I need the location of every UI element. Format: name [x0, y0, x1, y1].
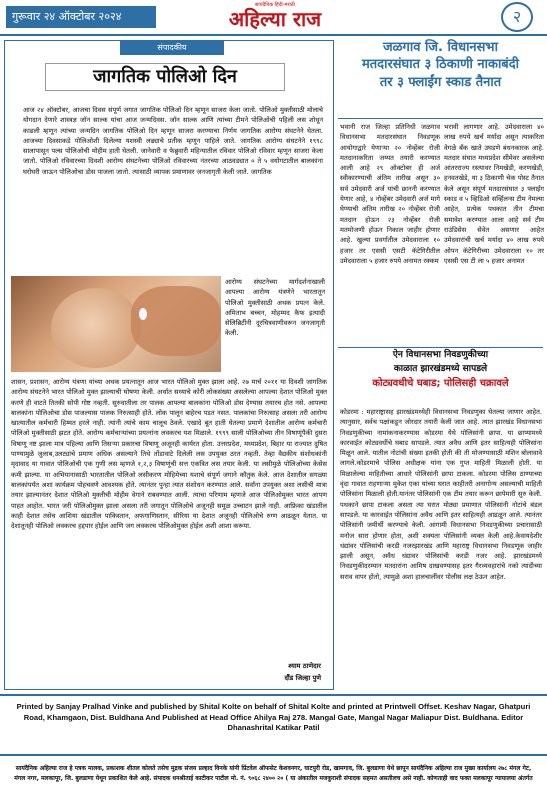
- hand-shape: [131, 286, 221, 356]
- editorial-body: शासन, प्रशासन, आरोग्य यंत्रणा यांच्या अथक प्रयत्नातून आज भारत पोलिओ मुक्त झाला आहे. २७ मार्च २०११ या दिवशी जागतिक आरोग्य संघटनेने भारत पोलिओ मुक्त झाल्याची घोषणा केली. अर्थात सध्याचे कोरी लोकसंख्या असलेल्या आपल्या देशात पोलिओ मुक्त करणे ही वाटते तितकी सोपी गोष्ट नव्हती. सुरुवातीला तर पालक आपल्या बालकांना पोलिओ डोस देण्यास तयारच होत नसे. आपल्या बालकांना पोलिओचा डोस पाजल्यास पालक निरुत्साही होते. लोक पालून बाहेरच पडत नसत. पालकांचा निरुत्साह असला तरी आरोग्य खात्यातील कर्मचारी हिम्मत हरले नाही. त्यांनी त्यांचे काम चालूच ठेवले. एखादे बूत हाती घेतल्या प्रमाणे देशातील आरोग्य कर्मचारी पोलिओ मुक्तीसाठी झटत होते. आरोग्य कर्मचाऱ्यांच्या प्रयत्नांना लवकरच यश मिळाले. १९९९ साली पोलिओच्या तीन विषाणूंपैकी दुसरा विषाणू नष्ट झाला मात्र पहिल्या आणि तिसऱ्या प्रकारचा विषाणू अजूनही कार्यरत होता. उत्तरप्रदेश, मध्यप्रदेश, बिहार या राज्यात दुषित पाण्यामुळे जुलाब,उलट्यांचे प्रमाण अधिक असल्याने तिथे तोंडावाटे दिलेली लस उपयुक्त ठरत नव्हती. तेव्हा वैद्यकीय संशोधकांनी मृदावाद या गावात पोलिओची एक गुणी लस म्हणजे १,२,३ विषाणूंची सत्त एकत्रित लस तयार केली. या लसीमुळे पोलिओच्या केसेस कमी झाल्या. या अभियानासाठी भारतातील पोलिओ लसीकरण मोहिमेच्या यशाचे संपूर्ण जगाने कौतुक केले. आज देशातील सगळ्या बालकांपर्यंत अशा कार्यक्रम पोहचवणे आवश्यक होते. त्यानंतर पुन्हा त्यात संशोधन करण्यात आले. सर्वांना उपयुक्त अशा लसीची मात्रा तयार झाल्यानंतर देशात पोलिओ मुक्तीची मोहीम वेगाने राबवण्यात आली. त्याचा परिणाम म्हणजे आज पोलिओमुक्त भारत आपण पाहत आहोत. भारत जरी पोलिओमुक्त झाला असला तरी जगातून पोलिओचे अजूनही समूळ उच्चाटन झाले नाही. आफ्रिका खंडातील काही देशात तसेच आशिया खंडातील पाकिस्तान, अफगाणिस्तान, सीरिया या देशात अजूनही पोलिओचे रुग्ण आढळून येतात. या देशातूनही पोलिओ लवकरच हद्दपार होईल आणि जग लवकरच पोलिओमुक्त होईल अशी आशा करूया.: [11, 378, 327, 531]
- news1-headline-line3: तर ३ फ्लाईंग स्काड तैनात: [379, 75, 502, 90]
- logo-name: अहिल्या राज: [228, 7, 322, 31]
- imprint-text: Printed by Sanjay Pralhad Vinke and published by Shital Kolte on behalf of Shital Kolte and printed at Printwell Offset. Keshav Nagar, Ghatpuri Road, Khamgaon, Dist. Buldhana And Published at Head Office Ahilya Raj 278. Mangal Gate, Mangal Nagar Maliapur Dist. Buldhana. Editor Dhanashrital Katikar Patil: [16, 702, 531, 732]
- masthead: [0, 0, 547, 34]
- english-imprint: [0, 694, 547, 756]
- editorial-title: जागतिक पोलिओ दिन: [45, 63, 285, 91]
- author-place: दौंड जिल्हा पुणे: [284, 674, 321, 682]
- vaccine-drop: [139, 308, 147, 320]
- polio-drops-photo: [11, 276, 221, 372]
- issue-date: गुरूवार २४ ऑक्टोबर २०२४: [6, 6, 156, 28]
- news1-headline: [338, 40, 543, 118]
- newspaper-logo: [195, 2, 355, 32]
- editorial-box: [4, 40, 334, 690]
- news1-column-1: भवानी राज जिल्हा प्रतिनिधी जळगाव विधानसभा मतदारसंघात निवडणूक आयोगाद्वारे येणाऱ्या २० नोव्हेंबर रोजी मतदानाकरिता जय्यत तयारी करण्यात आली आहे २९ ऑक्टोबर ही अर्ज स्वीकारण्याची अंतिम तारीख असून ३० सर्व उमेदवारी अर्ज यांची छाननी करण्यात येणार आहे, ४ नोव्हेंबर उमेदवारी अर्ज मागे घेण्याची अंतिम तारीख २० नोव्हेंबर रोजी मतदान होऊन २३ नोव्हेंबर रोजी मतमोजणी होऊन निकाल जाहीर होणार आहे. खुल्या प्रवर्गातील उमेदवाराला १० हजार तर एससी एसटी कॅटेगिरीतील उमेदवाराला ५ हजार रुपये अनामत रक्कम: [340, 123, 440, 265]
- section-label: संपादकीय: [120, 41, 224, 55]
- news2-kicker-line2: काळात झारखंडमध्ये सापडले: [393, 364, 488, 374]
- news1-headline-line1: जळगाव जि. विधानसभा: [383, 40, 498, 55]
- page-number: २: [501, 2, 533, 32]
- news1-column-2: भरावी लागणार आहे. उमेदवाराला ४० लाख रुपये खर्च मर्यादा असून त्याकरिता वेगळे बँक खाते उघडणे बंधनकारक आहे. मतदार संघात मध्यप्रदेश सीमेवर असलेल्या आंतरराज्य रस्त्यावर निमखेडी, करणखेडी, हनवतखेडे, या ३ ठिकाणी चेक पोस्ट तैनात केले असून संपूर्ण मतदारसंघात ३ फ्लाईंग स्काड व ५ व्हिडिओ सर्व्हिलन्स टीम नेमल्या आहेत, प्रत्येक पथकात तीन टीमचा समावेश करण्यात आला आहे सर्व टीम राउंडिसेस सेवेत असणार आहेत उमेदवारांची खर्च मर्यादा ४० लाख रुपये ओपन कॅटेगिरीच्या उमेदवाराला १० तर एससी एस टी ला ५ हजार अनामत: [444, 123, 544, 265]
- editorial-intro: आज २४ ऑक्टोबर, आजचा दिवस संपूर्ण जगात जागतिक पोलिओ दिन म्हणून साजरा केला जातो. पोलिओ मुक्तीसाठी मोलाचे योगदान देणारे शास्त्रज्ञ जॉन साल्क यांचा आज जन्मदिवस. जॉन साल्क आणि त्यांच्या टीमने पोलिओची पहिली लस शोधून काढली म्हणून त्यांच्या जन्मदिन जागतिक पोलिओ दिन म्हणून साजरा करण्याचा निर्णय जागतिक आरोग्य संघटनेने घेतला. आजच्या दिवसाकडे पोलिओशी दिलेल्या यशस्वी लढ्याचे प्रतीक म्हणून पाहिले जाते. जागतिक आरोग्य संघटनेने १९९८ सालापासून पल्स पोलिओची मोहीम हाती घेतली. जानेवारी व फेब्रुवारी महिन्यातील रविवार पोलिओ रविवार म्हणून साजरा केला जातो. पोलिओ रविवारच्या दिवशी आरोग्य संघटनेच्या पोलिओ रविवारच्या नंतरच्या आठवड्यात ० ते ५ वयोगटातील बालकांना घरोघरी जाऊन पोलिओचा डोस पाजला जातो. त्यासाठी व्यापक प्रमाणावर जनजागृती केली जाते. जागतिक: [23, 106, 323, 176]
- child-face: [51, 288, 141, 368]
- header-divider: [0, 34, 547, 36]
- news2-kicker-line1: ऐन विधानसभा निवडणुकीच्या: [392, 350, 489, 360]
- editorial-side-text: आरोग्य संघटनेच्या मार्गदर्शनाखाली आपल्या आरोग्य यंत्रणेने भारतातून पोलिओ मुक्तीसाठी अथक प्रयत्न केले. अमिताभ बच्चन, मोहम्मद कैफ इत्यादी सेलिब्रिटींनी दूरचित्रवाणीवरून जनजागृती केली.: [225, 278, 325, 338]
- news2-body: कोडरमा : महाराष्ट्रासह झारखंडमध्येही विधानसभा निवडणुका घेतल्या जाणार आहेत. त्यानुसार, सर्वच पक्षांकडून जोरदार तयारी केली जात आहे. त्यात झारखंड विधानसभा निवडणुकीच्या नामांकनाकरण्यास कोडरमा येथे पोलिसांनी छापा. या छाप्यामध्ये कारवाईत कोट्यवधींचे घबाड सापडले. त्यात अवैध आणि इतर साहित्यही पोलिसांना मिळून आले. यातील नोटांची संख्या इतकी होती की ती मोजण्यासाठी मशिन बोलावावे लागले.कोडरमाचे पोलिस अधीक्षक यांना एक गुप्त माहिती मिळाली होती. या मिळालेल्या माहितीच्या आधारे पोलिसांनी छापा टाकला. कोडरमा पोलिस ठाण्याच्या वृंदा गावात राहणाऱ्या मुकेश एका यांच्या घरात काहीतरी अनागोन्य असल्याची माहिती पोलिसांना मिळाली होती.यानंतर पोलिसांनी एक टीम तयार करून छापेमारी सुरु केली. पथकाने छापा टाकला असता त्या घरात मोठ्या प्रमाणात पोलिसांनी नोटांचे बंडल सापडले. या कारवाईत पोलिसांना अवैध आणि इतर साहित्यही आढळून आले. त्यानंतर पोलिसांनी जमीर्थी करण्याचे केली. आगामी विधानसभा निवडणुकीच्या प्रचारासाठी मनोज सारा होणार होता, अशी शक्यता पोलिसांनी व्यक्त केली आहे.केवायदेशीर धंद्यांवर पोलिसांची करडी नजरझारखंड आणि महाराष्ट्र विधानसभा निवडणूक जाहीर झाली असून, अवैध धंद्यावर पोलिसांची करडी नजर आहे. झारखंडमध्ये निवडणुकीदरम्यान मतदारांना आमिष दाखवण्यासह इतर गैरव्यवहारांचे नको त्यादीच्या सराव वापर होतो, त्यामुळे अशा हालचालींवर पोलीस लक्ष ठेऊन आहेत.: [340, 408, 542, 581]
- author-name: श्याम ठाणेदार: [288, 662, 321, 670]
- news1-divider: [338, 118, 543, 119]
- logo-tagline: सायंदैनिक हिंदी-मराठी: [255, 2, 295, 8]
- news2-headline-main: कोट्यवधीचे घबाड; पोलिसही चक्रावले: [372, 378, 509, 389]
- news1-headline-line2: मतदारसंघात ३ ठिकाणी नाकाबंदी: [361, 57, 520, 72]
- news2-headline: [338, 347, 543, 405]
- footer-text: सायंदैनिक अहिल्या राज हे पत्रक मालक, प्रकाशक शीतल कोलते तसेच मुद्रक संजय प्रल्हाद विनके यांनी प्रिंटवेल ऑफसेट केशवनगर, घाटपुरी रोड, खामगाव, जि. बुलडाणा येथे छापून सायंदैनिक अहिल्या राज मुख्य कार्यालय २७८ मंगल गेट, मंगल नगर, मलकापूर, जि. बुलडाणा येथून प्रकाशित केले आहे. संपादक धनश्रीताई काटीकर पाटील मो. नं. ९०६८ २४०० २० ( या अंकातील मजकुराशी संपादक सहमत असतीलच असे नाही. कोणताही वाद फक्त मलकापूर न्यायालया अंतर्गत: [14, 765, 533, 782]
- marathi-imprint: [0, 760, 547, 810]
